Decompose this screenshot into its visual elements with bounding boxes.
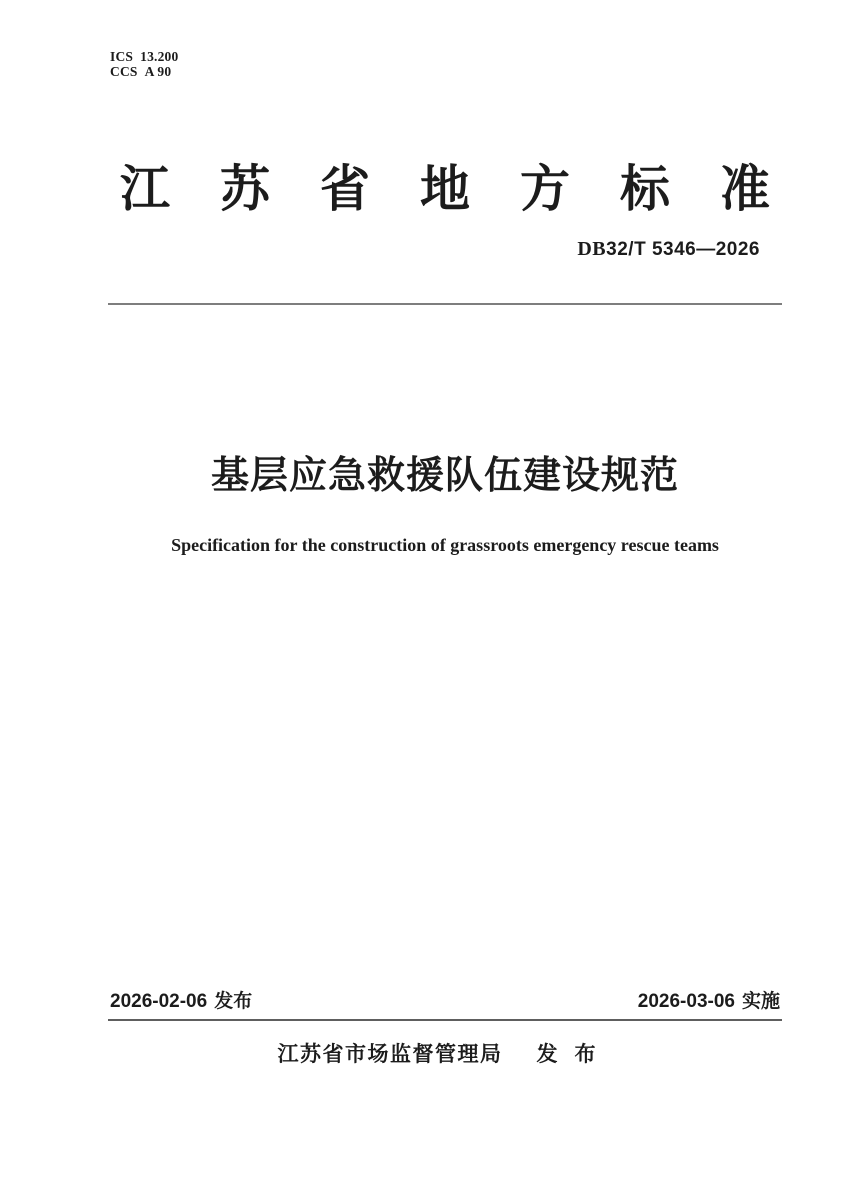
publisher-name: 江苏省市场监督管理局 (277, 1043, 503, 1066)
standard-code-prefix: DB (577, 238, 607, 260)
implement-date-block (638, 989, 780, 1015)
publish-action-label: 发布 (536, 1043, 613, 1066)
document-title-chinese: 基层应急救援队伍建设规范 (210, 455, 679, 497)
ccs-code-line (110, 64, 178, 79)
ccs-label: CCS (110, 64, 138, 79)
dates-row (108, 989, 782, 1015)
classification-codes (110, 49, 178, 79)
issue-date-block (110, 989, 252, 1015)
provincial-standard-title: 江 苏 省 地 方 标 准 (120, 161, 770, 217)
footer-divider-rule (108, 1019, 782, 1021)
standard-code (108, 238, 782, 261)
header-divider-rule (108, 303, 782, 305)
implement-label: 实施 (741, 991, 780, 1012)
ics-label: ICS (110, 49, 134, 64)
issue-date: 2026-02-06 (110, 991, 208, 1012)
ics-code-line (110, 49, 178, 64)
implement-date: 2026-03-06 (637, 991, 735, 1012)
issue-label: 发布 (214, 991, 253, 1012)
publisher-row (108, 1041, 782, 1069)
standard-code-number: 32/T 5346—2026 (606, 239, 760, 260)
document-title-english: Specification for the construction of grassroots emergency rescue teams (171, 535, 719, 555)
ics-value: 13.200 (140, 49, 179, 64)
ccs-value: A 90 (144, 64, 172, 79)
